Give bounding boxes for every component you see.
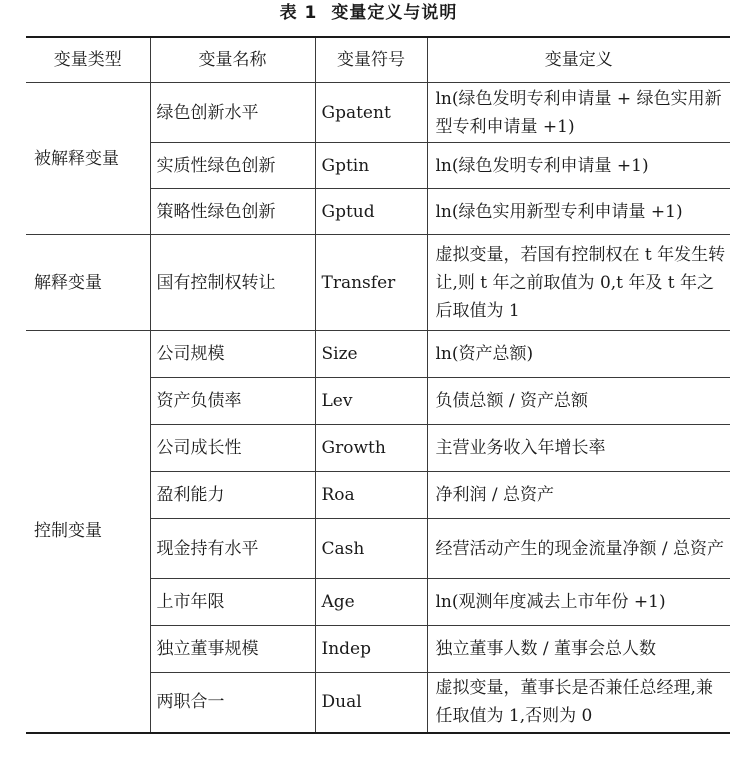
variable-symbol-cell: Roa [315,472,427,519]
variable-symbol-cell: Dual [315,673,427,733]
table-row [26,83,730,143]
variable-symbol-cell: Age [315,579,427,626]
variable-definition-cell: 独立董事人数 / 董事会总人数 [427,626,730,673]
table-caption [0,2,737,24]
variable-symbol-cell: Gptud [315,189,427,235]
variable-type-cell: 被解释变量 [26,83,150,235]
table-row [26,331,730,378]
table-header-row [26,37,730,83]
variable-definition-cell: 经营活动产生的现金流量净额 / 总资产 [427,519,730,579]
variable-definition-cell: 主营业务收入年增长率 [427,425,730,472]
table-title: 变量定义与说明 [331,3,458,23]
variable-name-cell: 策略性绿色创新 [150,189,315,235]
variable-definition-cell: ln(观测年度减去上市年份 +1) [427,579,730,626]
header-variable-name: 变量名称 [150,37,315,83]
table-number: 表 1 [279,3,318,23]
variable-definition-cell: 净利润 / 总资产 [427,472,730,519]
header-variable-type: 变量类型 [26,37,150,83]
variable-name-cell: 国有控制权转让 [150,235,315,331]
variable-name-cell: 公司成长性 [150,425,315,472]
variable-definition-cell: ln(资产总额) [427,331,730,378]
variable-type-cell: 控制变量 [26,331,150,733]
variable-definition-cell: 虚拟变量，若国有控制权在 t 年发生转让,则 t 年之前取值为 0,t 年及 t 年之后取值为 1 [427,235,730,331]
variable-definition-cell: ln(绿色发明专利申请量 +1) [427,143,730,189]
variable-definition-table [26,36,730,734]
variable-name-cell: 实质性绿色创新 [150,143,315,189]
variable-symbol-cell: Growth [315,425,427,472]
header-variable-definition: 变量定义 [427,37,730,83]
variable-name-cell: 现金持有水平 [150,519,315,579]
header-variable-symbol: 变量符号 [315,37,427,83]
variable-symbol-cell: Indep [315,626,427,673]
variable-name-cell: 两职合一 [150,673,315,733]
variable-symbol-cell: Gptin [315,143,427,189]
variable-definition-cell: 负债总额 / 资产总额 [427,378,730,425]
variable-name-cell: 公司规模 [150,331,315,378]
variable-symbol-cell: Transfer [315,235,427,331]
variable-symbol-cell: Lev [315,378,427,425]
table-row [26,235,730,331]
variable-name-cell: 独立董事规模 [150,626,315,673]
variable-name-cell: 资产负债率 [150,378,315,425]
variable-name-cell: 盈利能力 [150,472,315,519]
variable-symbol-cell: Cash [315,519,427,579]
variable-name-cell: 上市年限 [150,579,315,626]
variable-definition-cell: ln(绿色发明专利申请量 + 绿色实用新型专利申请量 +1) [427,83,730,143]
variable-type-cell: 解释变量 [26,235,150,331]
variable-definition-cell: 虚拟变量，董事长是否兼任总经理,兼任取值为 1,否则为 0 [427,673,730,733]
variable-name-cell: 绿色创新水平 [150,83,315,143]
variable-symbol-cell: Gpatent [315,83,427,143]
variable-definition-cell: ln(绿色实用新型专利申请量 +1) [427,189,730,235]
variable-symbol-cell: Size [315,331,427,378]
